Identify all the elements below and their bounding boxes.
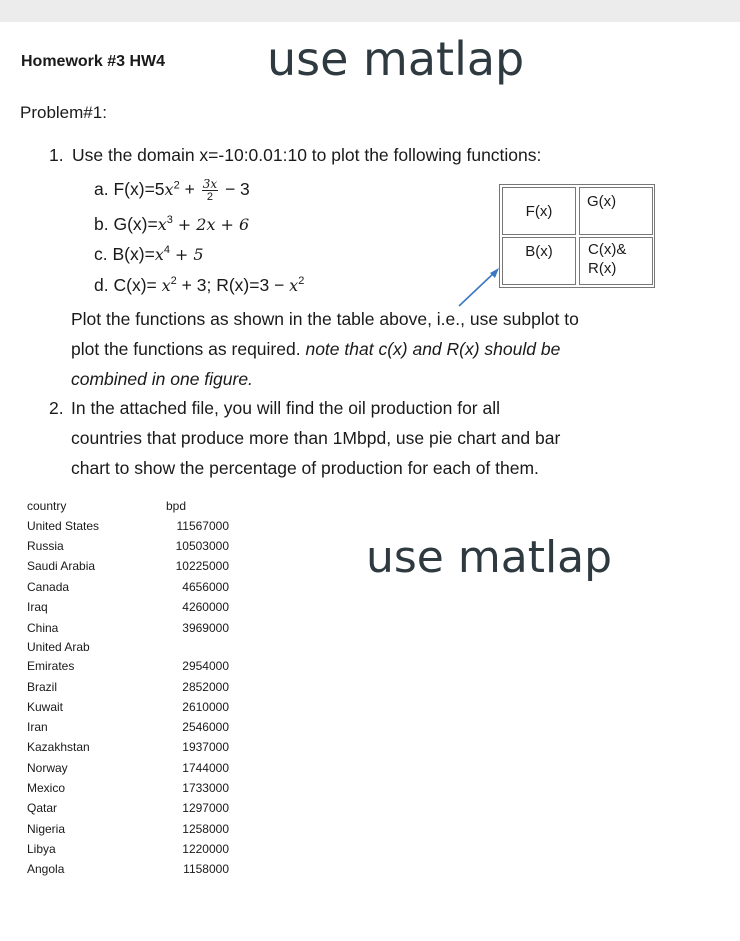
table-cell-bpd: 1733000 xyxy=(182,781,229,795)
q1-text: Use the domain x=-10:0.01:10 to plot the following functions: xyxy=(72,145,542,165)
table-header-country: country xyxy=(27,499,67,513)
plot-instruction-line3: combined in one figure. xyxy=(71,369,253,389)
table-cell-bpd: 10503000 xyxy=(175,539,229,553)
table-cell-bpd: 1937000 xyxy=(182,740,229,754)
table-cell-bpd: 4656000 xyxy=(182,580,229,594)
table-cell-country: Brazil xyxy=(27,680,58,694)
func-a-tail: − 3 xyxy=(224,179,250,200)
table-cell-country: Angola xyxy=(27,862,65,876)
table-cell-bpd: 1220000 xyxy=(182,842,229,856)
cell-fx: F(x) xyxy=(502,187,576,235)
func-a-exp: 2 xyxy=(173,179,180,192)
table-cell-country: Canada xyxy=(27,580,70,594)
table-cell-country: Emirates xyxy=(27,659,75,673)
handwritten-note-middle: use matlap xyxy=(366,532,613,583)
func-d-mid: + 3; R(x)=3 − xyxy=(181,275,285,295)
table-cell-country: Qatar xyxy=(27,801,58,815)
func-c: c. $B(x)=x^4 + 5$ xyxy=(94,244,204,264)
arrow-icon xyxy=(455,262,505,312)
q2-line2: countries that produce more than 1Mbpd, use pie chart and bar xyxy=(71,428,561,448)
table-cell-bpd: 1258000 xyxy=(182,822,229,836)
func-b-tail: + 2x + 6 xyxy=(177,215,250,234)
table-cell-country: Russia xyxy=(27,539,64,553)
table-cell-bpd: 3969000 xyxy=(182,621,229,635)
cell-gx: G(x) xyxy=(579,187,653,235)
plot-instruction-line1: Plot the functions as shown in the table above, i.e., use subplot to xyxy=(71,309,579,329)
func-a-fraction: $\frac{3x}{2}$ xyxy=(202,177,218,203)
table-cell-bpd: 2546000 xyxy=(182,720,229,734)
subplot-layout-table xyxy=(499,184,655,288)
table-cell-bpd: 2852000 xyxy=(182,680,229,694)
table-cell-country: Iraq xyxy=(27,600,48,614)
cell-cx-rx xyxy=(579,237,653,285)
table-cell-bpd: 1297000 xyxy=(182,801,229,815)
q2-number: 2. xyxy=(49,398,64,418)
q2-line3: chart to show the percentage of production for each of them. xyxy=(71,458,539,478)
table-cell-bpd: 2954000 xyxy=(182,659,229,673)
table-cell-country: Mexico xyxy=(27,781,66,795)
table-cell-bpd: 11567000 xyxy=(176,519,229,533)
table-cell-bpd: 2610000 xyxy=(182,700,229,714)
table-cell-country: Saudi Arabia xyxy=(27,559,96,573)
table-cell-bpd: 1158000 xyxy=(183,862,229,876)
table-cell-country: Kazakhstan xyxy=(27,740,90,754)
table-cell-country: Libya xyxy=(27,842,56,856)
top-bar xyxy=(0,0,740,22)
table-cell-country: United Arab xyxy=(27,640,90,654)
cell-bx: B(x) xyxy=(502,237,576,285)
table-cell-bpd: 10225000 xyxy=(175,559,229,573)
func-a-letter: a. xyxy=(94,179,109,200)
handwritten-note-top: use matlap xyxy=(267,32,525,86)
table-cell-country: Nigeria xyxy=(27,822,66,836)
table-cell-bpd: 1744000 xyxy=(182,761,229,775)
func-c-tail: + 5 xyxy=(174,245,204,264)
func-b: b. $G(x)=x^3 + 2x + 6$ xyxy=(94,214,250,234)
cell-rx-line: R(x) xyxy=(588,260,617,277)
table-header-bpd: bpd xyxy=(166,499,187,513)
q1-number: 1. xyxy=(49,145,64,165)
q2-line1: In the attached file, you will find the oil production for all xyxy=(71,398,500,418)
table-cell-country: Kuwait xyxy=(27,700,64,714)
table-cell-country: Iran xyxy=(27,720,48,734)
table-cell-country: China xyxy=(27,621,59,635)
table-cell-bpd: 4260000 xyxy=(182,600,229,614)
plot-note-italic: note that c(x) and R(x) should be xyxy=(305,339,561,359)
func-a-prefix: F(x)=5 xyxy=(113,179,165,200)
table-cell-country: Norway xyxy=(27,761,68,775)
cell-cx-line: C(x)& xyxy=(588,241,627,258)
func-d: d. $C(x)= x^2 + 3$; $R(x)=3 - x^2$ xyxy=(94,275,305,295)
problem-label: Problem#1: xyxy=(20,103,107,122)
func-a: a. $F(x)=5x^2$ + $\frac{3x}{2}$ − 3 xyxy=(94,177,250,203)
plot-instruction-line2: plot the functions as required. note that c(x) and R(x) should be xyxy=(71,339,561,359)
homework-title: Homework #3 HW4 xyxy=(21,53,166,70)
table-cell-country: United States xyxy=(27,519,100,533)
